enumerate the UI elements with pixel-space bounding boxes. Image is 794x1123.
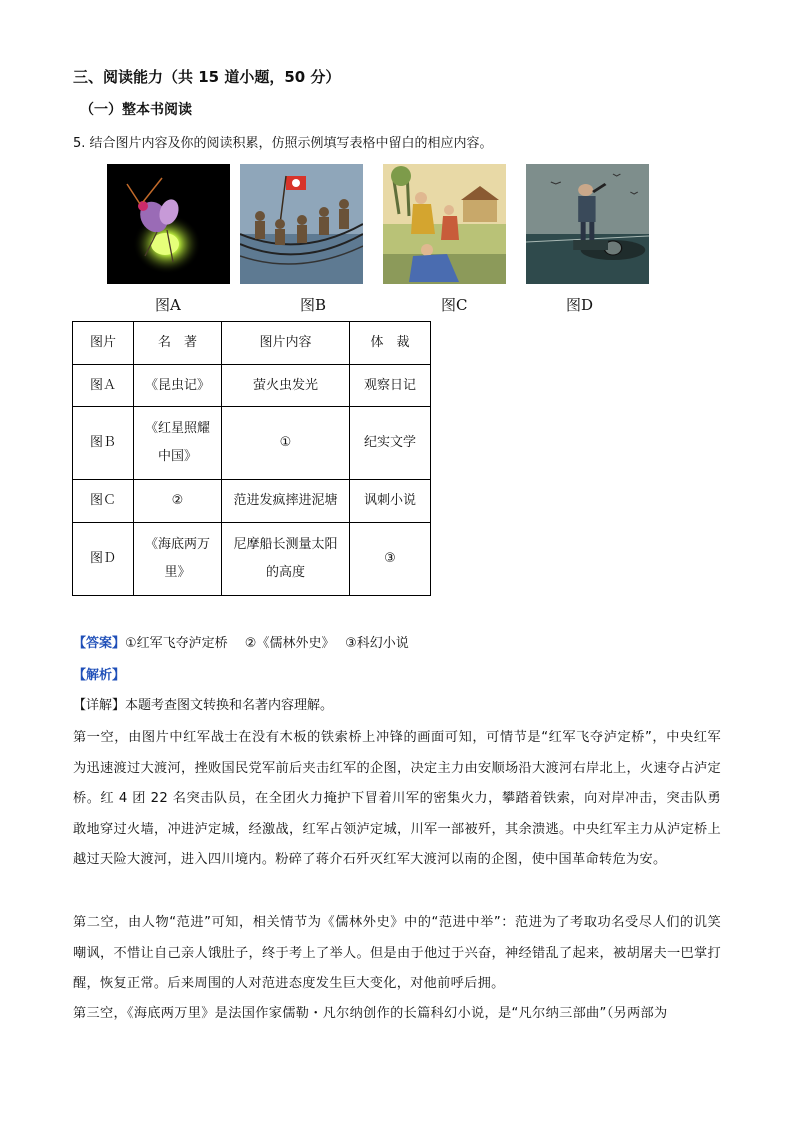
table-cell: ① [222, 407, 350, 480]
table-header-cell: 图片内容 [222, 322, 350, 365]
table-cell: 图Ｂ [73, 407, 134, 480]
table-row [73, 523, 431, 596]
firefly-image [107, 164, 230, 284]
table-header-row [73, 322, 431, 365]
table-cell: 纪实文学 [350, 407, 431, 480]
table-cell: 范进发疯摔进泥塘 [222, 480, 350, 523]
table-cell: 萤火虫发光 [222, 365, 350, 407]
table-cell: ② [134, 480, 222, 523]
table-cell: 《海底两万里》 [134, 523, 222, 596]
detail-line [73, 694, 333, 713]
paragraph-second-blank: 第二空，由人物“范进”可知，相关情节为《儒林外史》中的“范进中举”：范进为了考取功名受尽人们的讥笑嘲讽，不惜让自己亲人饿肚子，终于考上了举人。但是由于他过于兴奋，神经错乱了起来，被胡屠夫一巴掌打醒，恢复正常。后来周围的人对范进态度发生巨大变化，对他前呼后拥。 [73, 915, 721, 991]
paragraph-third-blank: 第三空，《海底两万里》是法国作家儒勒・凡尔纳创作的长篇科幻小说，是“凡尔纳三部曲”（另两部为 [73, 1006, 668, 1021]
table-row [73, 480, 431, 523]
table-cell: 讽刺小说 [350, 480, 431, 523]
analysis-tag: 【解析】 [73, 668, 126, 683]
picture-label-d: 图D [566, 296, 594, 314]
table-header-cell: 名 著 [134, 322, 222, 365]
picture-label-a: 图A [155, 296, 181, 314]
table-header-cell: 体 裁 [350, 322, 431, 365]
table-cell: 观察日记 [350, 365, 431, 407]
table-row [73, 365, 431, 407]
answer-tag: 【答案】 [73, 636, 126, 651]
table-cell: 《昆虫记》 [134, 365, 222, 407]
picture-label-b: 图B [300, 296, 327, 314]
table-cell: 图Ａ [73, 365, 134, 407]
table-header-cell: 图片 [73, 322, 134, 365]
nautilus-captain-image [526, 164, 649, 284]
fanjin-image [383, 164, 506, 284]
table-cell: 图Ｃ [73, 480, 134, 523]
picture-label-c: 图C [441, 296, 468, 314]
table-cell: 图Ｄ [73, 523, 134, 596]
answer-line [73, 632, 409, 651]
table-cell: 《红星照耀中国》 [134, 407, 222, 480]
section-title: 三、阅读能力（共 15 道小题，50 分） [73, 68, 341, 86]
sub-title: （一）整本书阅读 [80, 102, 192, 118]
table-cell: 尼摩船长测量太阳的高度 [222, 523, 350, 596]
question-text: 5. 结合图片内容及你的阅读积累，仿照示例填写表格中留白的相应内容。 [73, 136, 493, 151]
answer-table [72, 321, 431, 596]
detail-text: 本题考查图文转换和名著内容理解。 [125, 698, 334, 713]
answer-text: ①红军飞夺泸定桥 ②《儒林外史》 ③科幻小说 [125, 636, 409, 651]
luding-bridge-image [240, 164, 363, 284]
detail-tag: 【详解】 [73, 698, 126, 713]
paragraph-first-blank: 第一空，由图片中红军战士在没有木板的铁索桥上冲锋的画面可知，可情节是“红军飞夺泸定桥”，中央红军为迅速渡过大渡河，挫败国民党军前后夹击红军的企图，决定主力由安顺场沿大渡河右岸北上，火速夺占泸定桥。红 4 团 22 名突击队员，在全团火力掩护下冒着川军的密集火力，攀踏着铁索，向对岸冲击，突击队勇敢地穿过火墙，冲进泸定城，经激战，红军占领泸定城，川军一部被歼，其余溃逃。中央红军主力从泸定桥上越过天险大渡河，进入四川境内。粉碎了蒋介石歼灭红军大渡河以南的企图，使中国革命转危为安。 [73, 730, 721, 867]
table-cell: ③ [350, 523, 431, 596]
table-row [73, 407, 431, 480]
